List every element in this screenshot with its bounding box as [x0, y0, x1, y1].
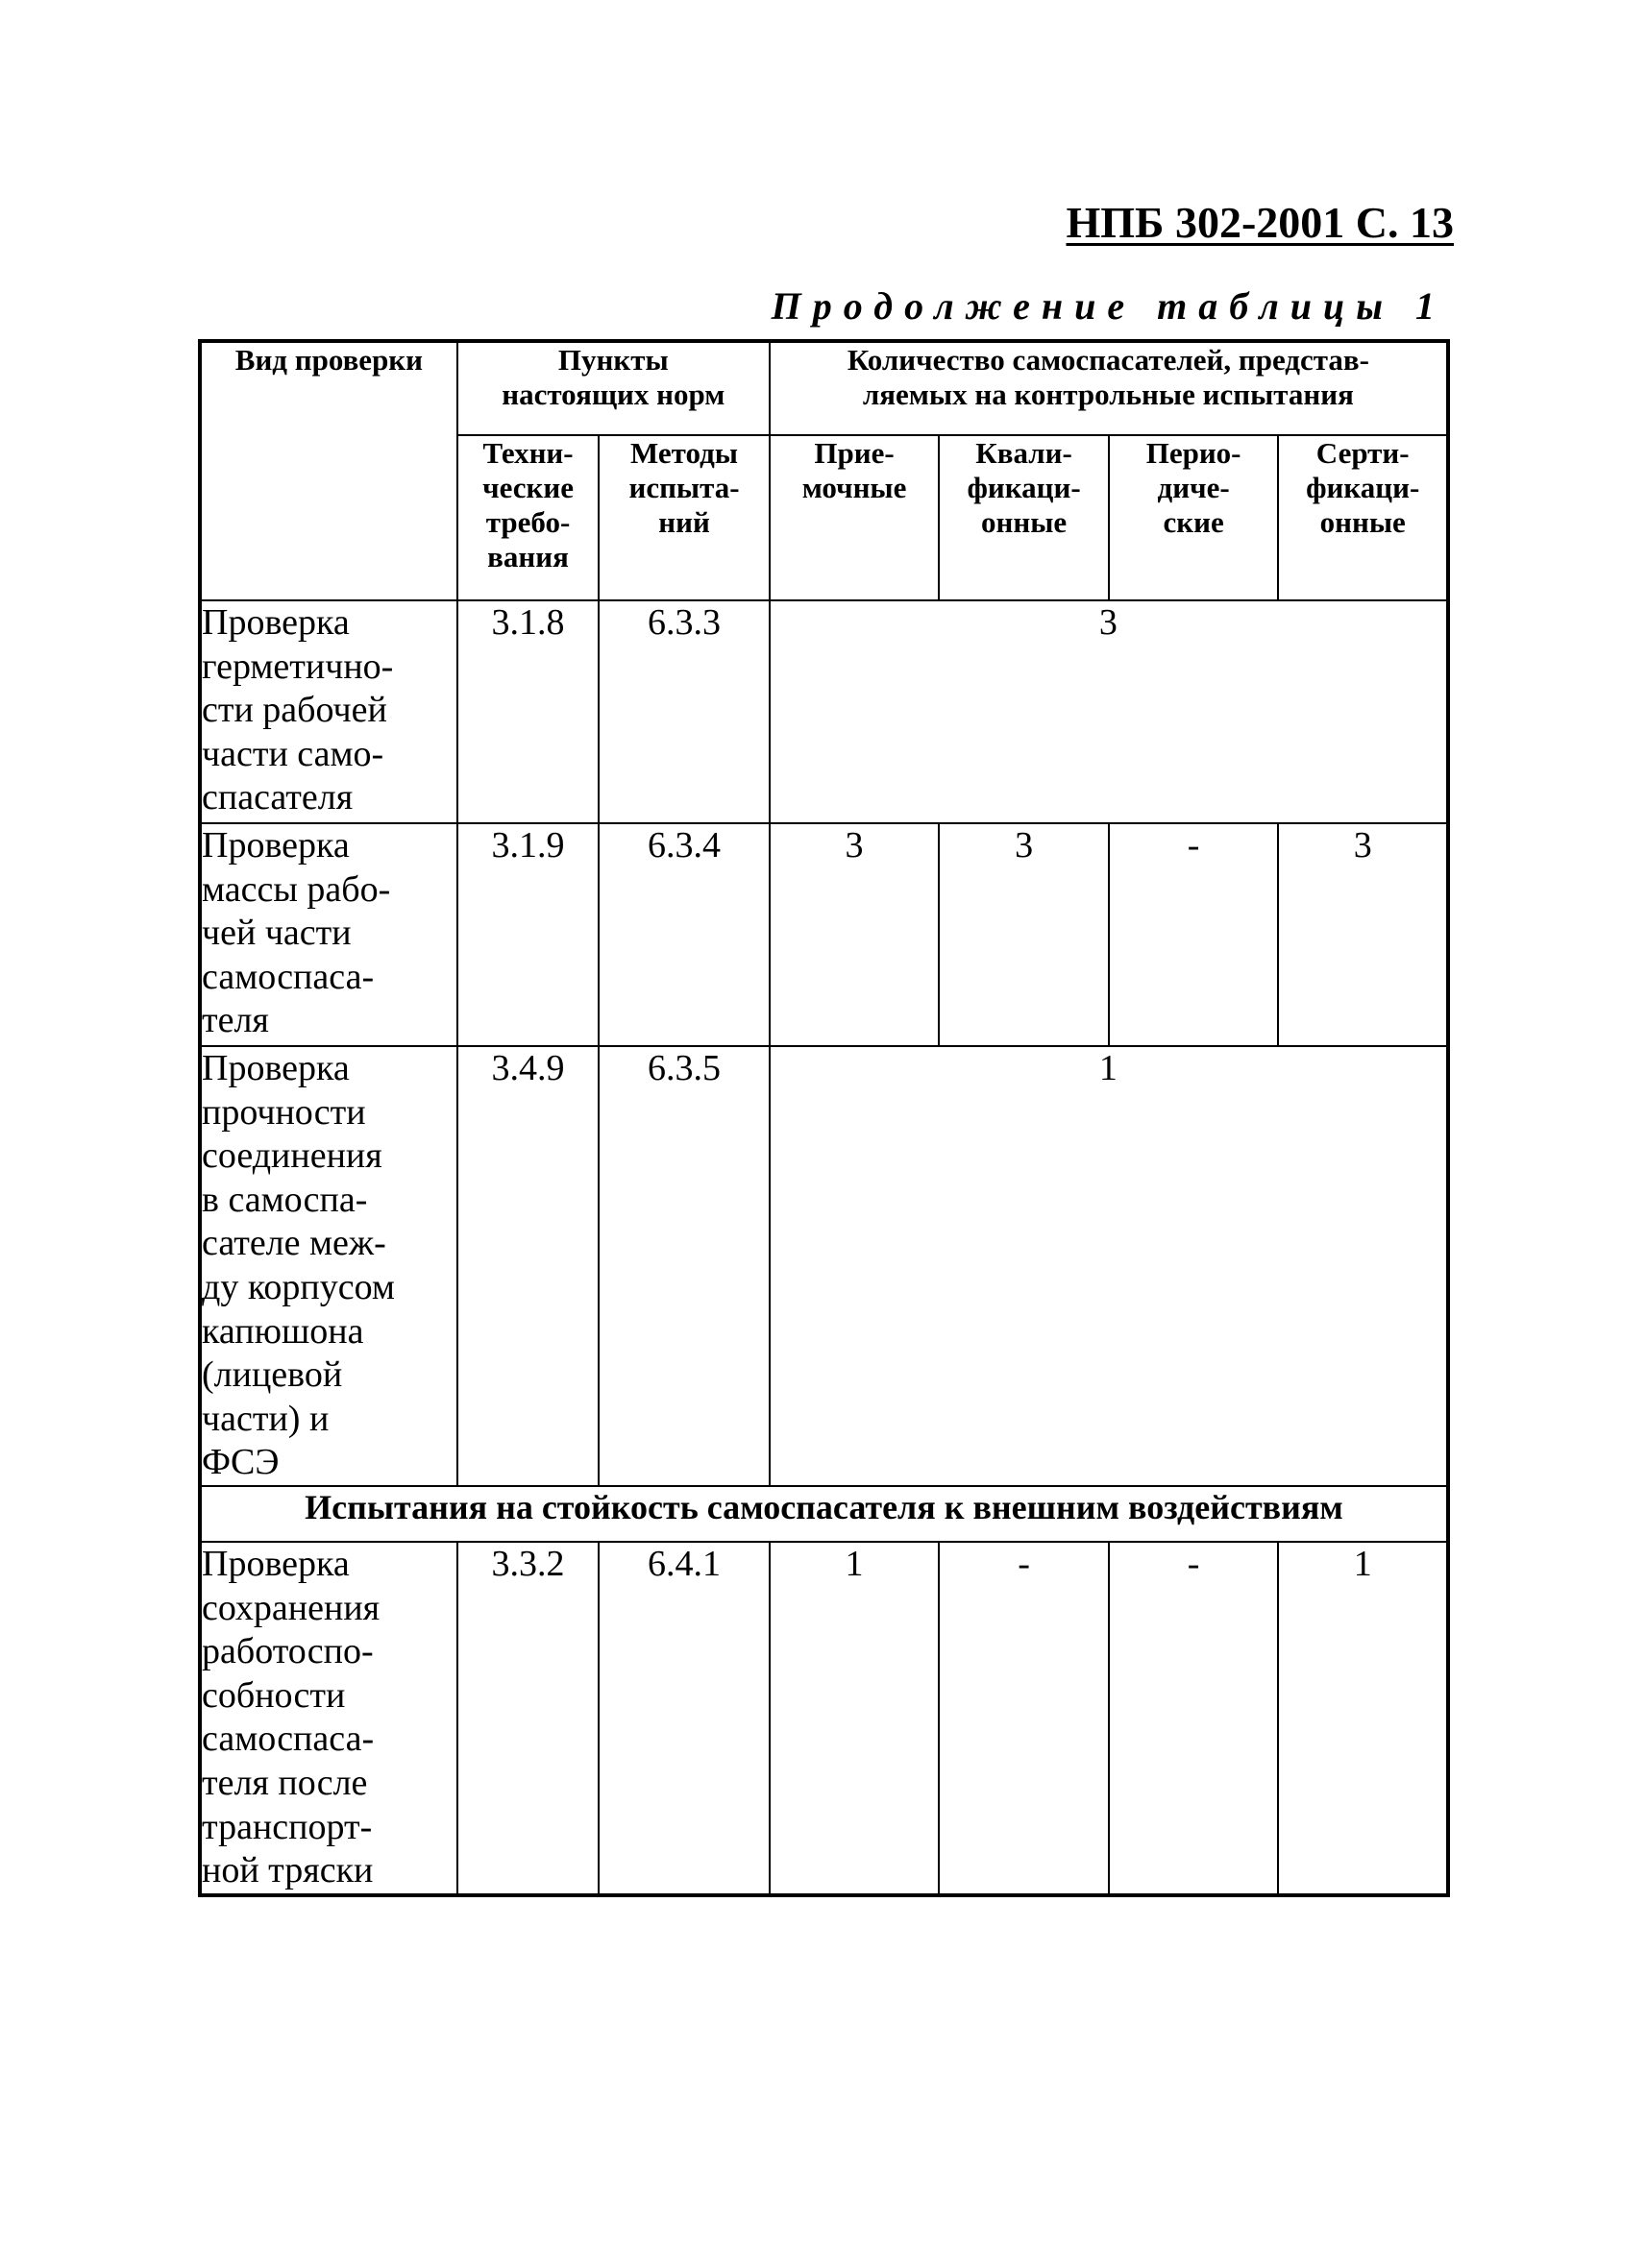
- row-method-ref: 6.3.3: [599, 600, 770, 823]
- header-acceptance: Прие- мочные: [770, 435, 940, 600]
- row-tech-ref: 3.1.8: [457, 600, 599, 823]
- table-row: [200, 1542, 1448, 1895]
- header-quantity: Количество самоспасателей, представ- ляемых на контрольные испытания: [770, 341, 1448, 435]
- table-row: [200, 600, 1448, 823]
- table-row: [200, 1046, 1448, 1486]
- header-row-top: [200, 341, 1448, 435]
- header-qualification: Квали- фикаци- онные: [939, 435, 1109, 600]
- row-check-name: Проверка герметично- сти рабочей части само- спасателя: [200, 600, 457, 823]
- header-tech-requirements: Техни- ческие требо- вания: [457, 435, 599, 600]
- header-check-type: Вид проверки: [200, 341, 457, 600]
- row-method-ref: 6.4.1: [599, 1542, 770, 1895]
- row-quantity-acceptance: 1: [770, 1542, 940, 1895]
- row-quantity-qualification: -: [939, 1542, 1109, 1895]
- row-tech-ref: 3.4.9: [457, 1046, 599, 1486]
- row-quantity-certification: 3: [1278, 823, 1448, 1046]
- row-quantity-all: 1: [770, 1046, 1448, 1486]
- section-row: [200, 1486, 1448, 1542]
- row-method-ref: 6.3.4: [599, 823, 770, 1046]
- row-quantity-all: 3: [770, 600, 1448, 823]
- row-tech-ref: 3.3.2: [457, 1542, 599, 1895]
- section-title: Испытания на стойкость самоспасателя к внешним воздействиям: [200, 1486, 1448, 1542]
- row-quantity-acceptance: 3: [770, 823, 940, 1046]
- header-test-methods: Методы испыта- ний: [599, 435, 770, 600]
- row-check-name: Проверка сохранения работоспо- собности самоспаса- теля после транспорт- ной тряски: [200, 1542, 457, 1895]
- row-quantity-periodic: -: [1109, 1542, 1279, 1895]
- row-quantity-qualification: 3: [939, 823, 1109, 1046]
- header-certification: Серти- фикаци- онные: [1278, 435, 1448, 600]
- row-tech-ref: 3.1.9: [457, 823, 599, 1046]
- checks-table: [198, 339, 1450, 1897]
- header-periodic: Перио- диче- ские: [1109, 435, 1279, 600]
- header-norm-points: Пункты настоящих норм: [457, 341, 770, 435]
- row-method-ref: 6.3.5: [599, 1046, 770, 1486]
- table-caption: Продолжение таблицы 1: [771, 284, 1446, 328]
- page-header: НПБ 302-2001 С. 13: [1066, 198, 1454, 247]
- row-quantity-certification: 1: [1278, 1542, 1448, 1895]
- row-quantity-periodic: -: [1109, 823, 1279, 1046]
- table-row: [200, 823, 1448, 1046]
- row-check-name: Проверка массы рабо- чей части самоспаса- теля: [200, 823, 457, 1046]
- row-check-name: Проверка прочности соединения в самоспа- сателе меж- ду корпусом капюшона (лицевой части) и ФСЭ: [200, 1046, 457, 1486]
